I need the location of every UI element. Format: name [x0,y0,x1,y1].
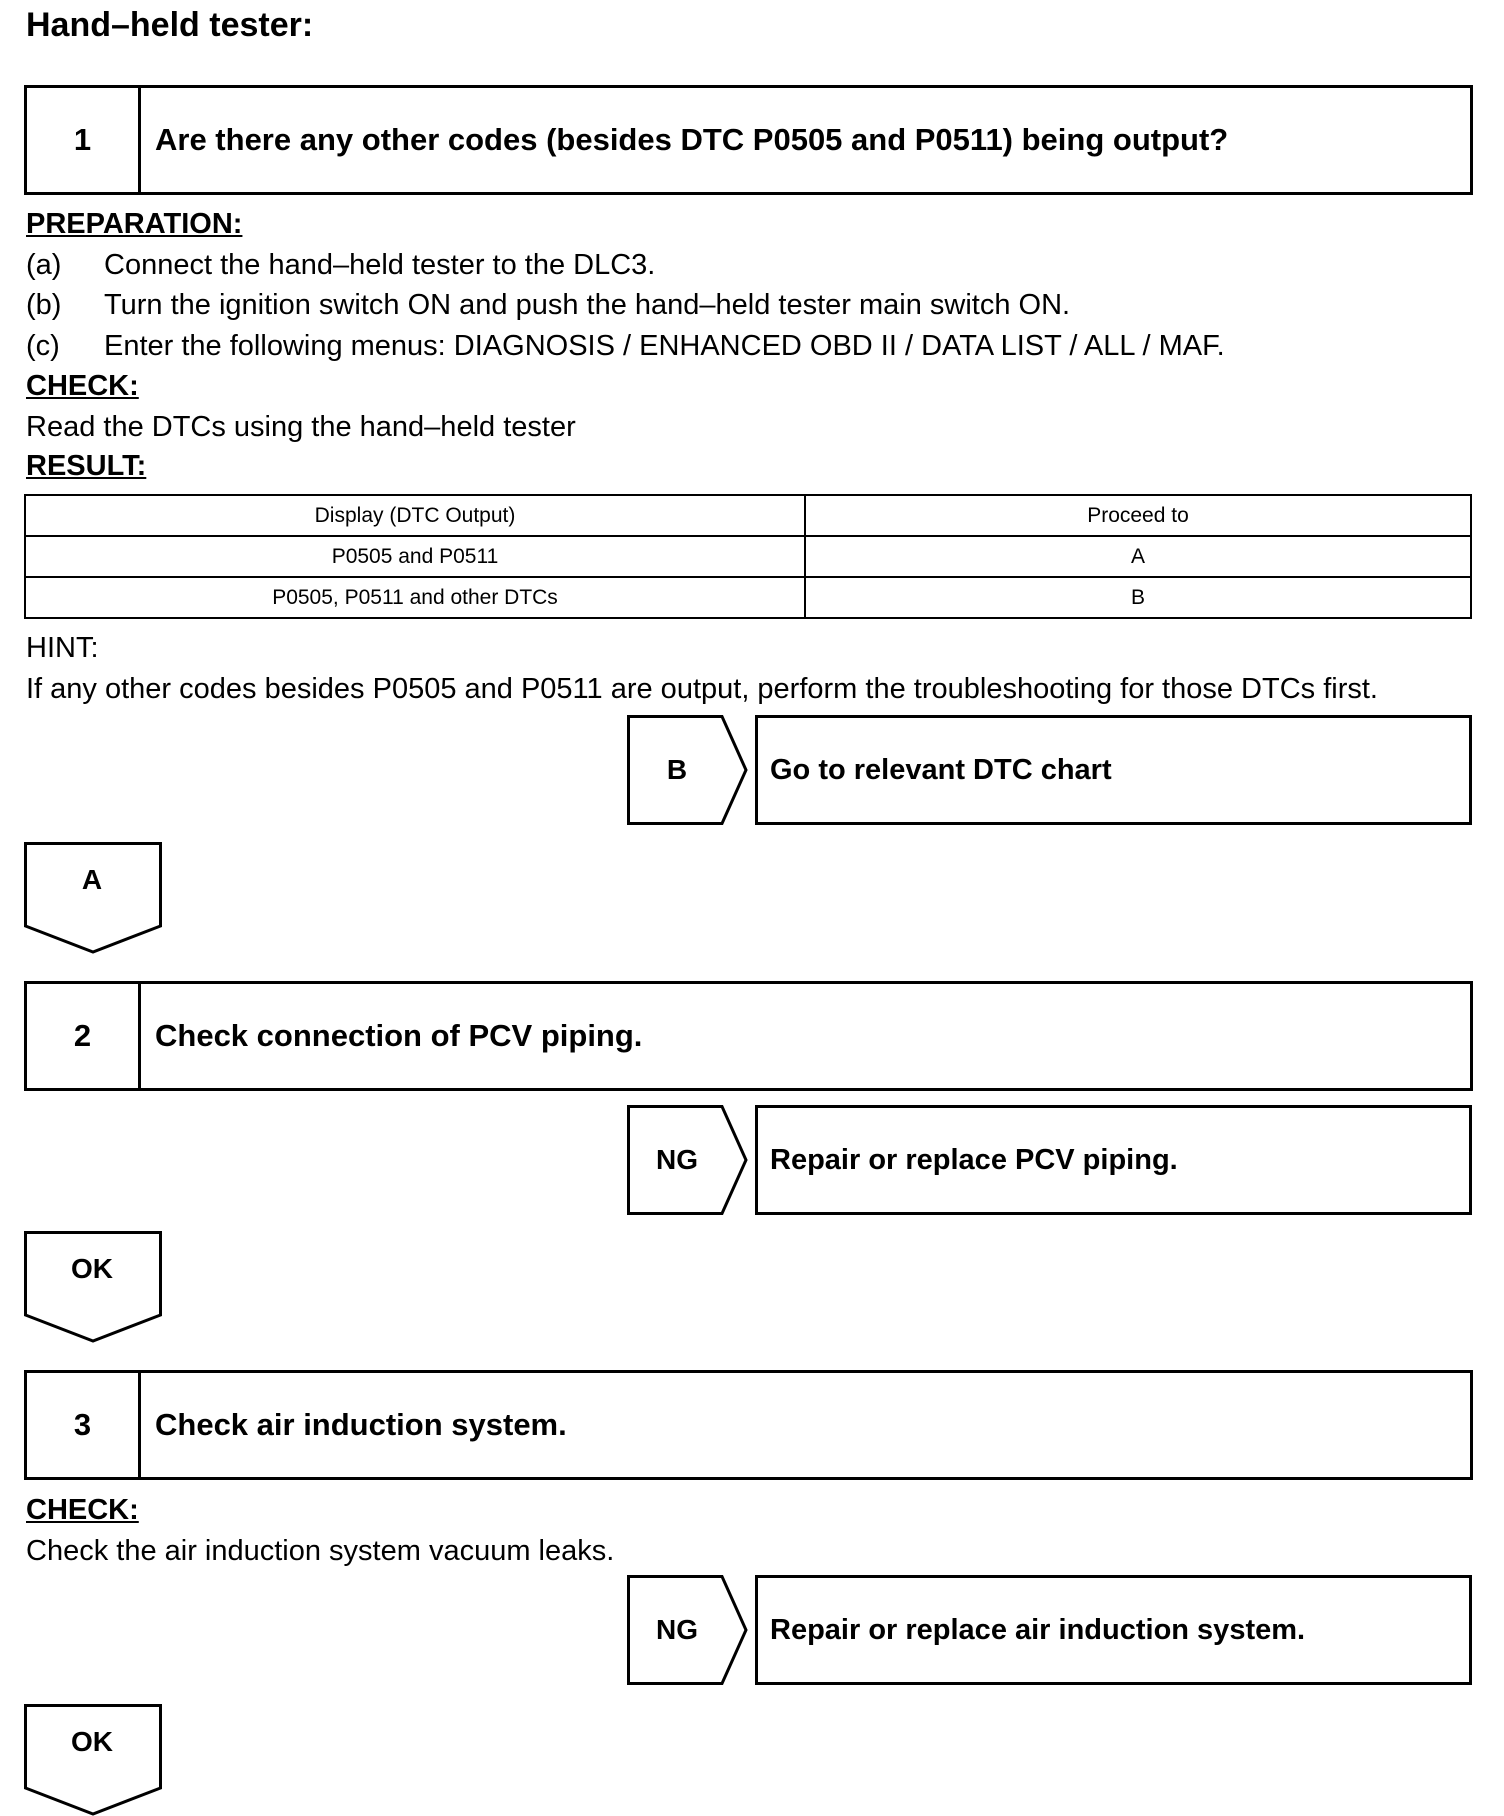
prep-item [26,288,1070,322]
header-cell: Proceed to [805,495,1471,536]
arrow-down-icon [24,1231,162,1343]
branch-ng [627,1575,1472,1685]
table-row [25,577,1471,618]
branch-b [627,715,1472,825]
table-cell: A [805,536,1471,577]
table-cell: P0505 and P0511 [25,536,805,577]
table-row [25,536,1471,577]
step-title: Check connection of PCV piping. [155,1018,643,1053]
branch-action: Repair or replace air induction system. [755,1575,1472,1685]
step-1-box [24,85,1473,195]
header-cell: Display (DTC Output) [25,495,805,536]
result-table [24,494,1472,619]
next-label: A [81,864,103,895]
step-number: 2 [27,984,141,1088]
arrow-down-icon [24,842,162,954]
branch-label: NG [656,1614,698,1645]
next-ok [24,1231,162,1343]
result-heading: RESULT: [26,450,147,482]
table-cell: B [805,577,1471,618]
prep-text: Turn the ignition switch ON and push the hand–held tester main switch ON. [104,289,1071,321]
branch-label: NG [656,1144,698,1175]
step-number: 1 [27,88,141,192]
next-ok [24,1704,162,1816]
next-label: OK [71,1726,113,1757]
branch-ng [627,1105,1472,1215]
check-text: Read the DTCs using the hand–held tester [26,411,576,443]
prep-item [26,248,655,282]
page-title: Hand–held tester: [26,6,314,44]
step-number: 3 [27,1373,141,1477]
hint-text: If any other codes besides P0505 and P0511 are output, perform the troubleshooting for those DTCs first. [26,673,1378,705]
prep-item [26,329,1225,363]
check-text: Check the air induction system vacuum leaks. [26,1535,615,1567]
check-heading: CHECK: [26,1494,139,1526]
hint-heading: HINT: [26,632,99,664]
prep-label: (a) [26,249,62,281]
preparation-heading: PREPARATION: [26,208,243,240]
step-2-box [24,981,1473,1091]
step-title: Are there any other codes (besides DTC P0505 and P0511) being output? [155,122,1229,157]
arrow-down-icon [24,1704,162,1816]
next-a [24,842,162,954]
branch-action: Repair or replace PCV piping. [755,1105,1472,1215]
prep-text: Connect the hand–held tester to the DLC3. [104,249,656,281]
branch-action: Go to relevant DTC chart [755,715,1472,825]
step-title: Check air induction system. [155,1407,567,1442]
prep-label: (b) [26,289,62,321]
prep-text: Enter the following menus: DIAGNOSIS / ENHANCED OBD II / DATA LIST / ALL / MAF. [104,330,1225,362]
prep-label: (c) [26,330,60,362]
step-3-box [24,1370,1473,1480]
check-heading: CHECK: [26,370,139,402]
table-header-row [25,495,1471,536]
branch-label: B [666,754,688,785]
next-label: OK [71,1253,113,1284]
table-cell: P0505, P0511 and other DTCs [25,577,805,618]
